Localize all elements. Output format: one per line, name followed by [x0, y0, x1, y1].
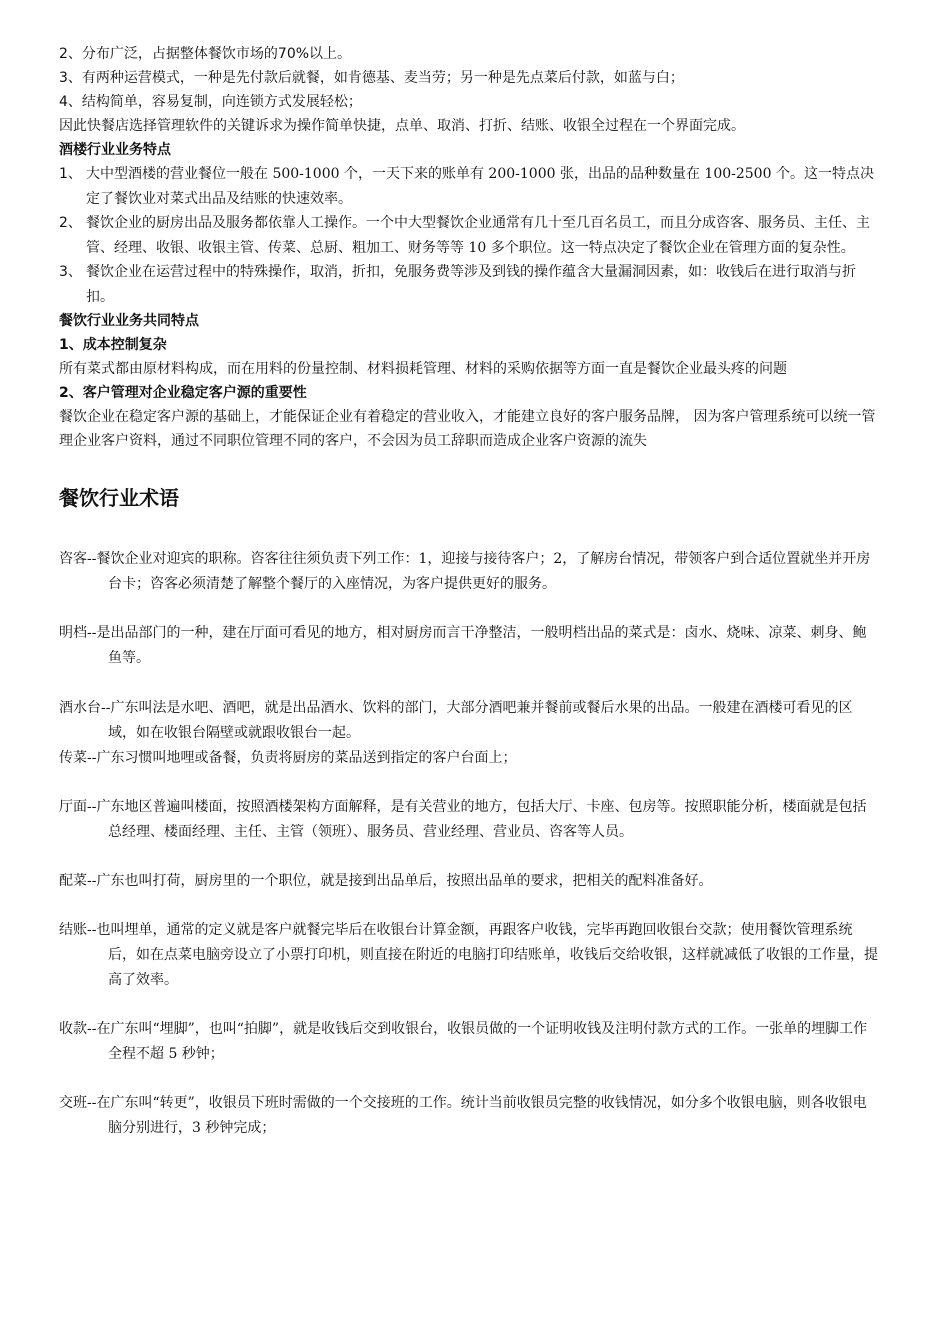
- intro-line-2: 2、分布广泛，占据整体餐饮市场的70%以上。: [59, 46, 352, 62]
- item-text: 大中型酒楼的营业餐位一般在 500-1000 个，一天下来的账单有 200-1000 张，出品的品种数量在 100-2500 个。这一特点决定了餐饮业对菜式出品及结账的快速效率。: [86, 166, 874, 207]
- intro-line-4: 4、结构简单，容易复制，向连锁方式发展轻松；: [59, 94, 362, 110]
- common-section-title: 餐饮行业业务共同特点: [59, 313, 199, 329]
- customer-management-text: 餐饮企业在稳定客户源的基础上，才能保证企业有着稳定的营业收入，才能建立良好的客户服务品牌， 因为客户管理系统可以统一管理企业客户资料，通过不同职位管理不同的客户，不会因为员工辞职而造成企业客户资源的流失: [59, 409, 876, 449]
- cost-control-title: 1、成本控制复杂: [59, 337, 167, 353]
- item-number: 1、: [59, 166, 82, 182]
- item-number: 3、: [59, 264, 82, 280]
- item-text: 餐饮企业在运营过程中的特殊操作，取消，折扣，免服务费等涉及到钱的操作蕴含大量漏洞因素，如：收钱后在进行取消与折扣。: [86, 264, 856, 305]
- term-zike: 咨客--餐饮企业对迎宾的职称。咨客往往须负责下列工作：1，迎接与接待客户；2，了解房台情况，带领客户到合适位置就坐并开房台卡；咨客必须清楚了解整个餐厅的入座情况，为客户提供更好的服务。: [59, 551, 871, 592]
- restaurant-item-1: [59, 162, 879, 211]
- item-text: 餐饮企业的厨房出品及服务都依靠人工操作。一个中大型餐饮企业通常有几十至几百名员工，而且分成咨客、服务员、主任、主管、经理、收银、收银主管、传菜、总厨、粗加工、财务等等 10 多个职位。这一特点决定了餐饮企业在管理方面的复杂性。: [86, 215, 870, 256]
- term-peicai: 配菜--广东也叫打荷，厨房里的一个职位，就是接到出品单后，按照出品单的要求，把相关的配料准备好。: [59, 873, 713, 889]
- restaurant-section-title: 酒楼行业业务特点: [59, 142, 171, 158]
- document-page: [59, 42, 879, 1141]
- term-jiushuitai: 酒水台--广东叫法是水吧、酒吧，就是出品酒水、饮料的部门，大部分酒吧兼并餐前或餐后水果的出品。一般建在酒楼可看见的区域，如在收银台隔壁或就跟收银台一起。: [59, 700, 853, 741]
- restaurant-item-2: [59, 211, 879, 260]
- terms-heading: 餐饮行业术语: [59, 486, 179, 510]
- restaurant-item-3: [59, 260, 879, 309]
- intro-line-3: 3、有两种运营模式，一种是先付款后就餐，如肯德基、麦当劳；另一种是先点菜后付款，如蓝与白；: [59, 70, 684, 86]
- item-number: 2、: [59, 215, 82, 231]
- term-tingmian: 厅面--广东地区普遍叫楼面，按照酒楼架构方面解释，是有关营业的地方，包括大厅、卡座、包房等。按照职能分析，楼面就是包括总经理、楼面经理、主任、主管（领班）、服务员、营业经理、营业员、咨客等人员。: [59, 799, 867, 840]
- term-shoukuan: 收款--在广东叫“埋脚”，也叫“拍脚”，就是收钱后交到收银台，收银员做的一个证明收钱及注明付款方式的工作。一张单的埋脚工作全程不超 5 秒钟；: [59, 1021, 868, 1062]
- term-jiaoban: 交班--在广东叫“转更”，收银员下班时需做的一个交接班的工作。统计当前收银员完整的收钱情况，如分多个收银电脑，则各收银电脑分别进行，3 秒钟完成；: [59, 1095, 867, 1136]
- term-chuancai: 传菜--广东习惯叫地哩或备餐，负责将厨房的菜品送到指定的客户台面上；: [59, 750, 517, 766]
- customer-management-title: 2、客户管理对企业稳定客户源的重要性: [59, 385, 307, 401]
- term-jiezhang: 结账--也叫埋单，通常的定义就是客户就餐完毕后在收银台计算金额，再跟客户收钱，完毕再跑回收银台交款；使用餐饮管理系统后，如在点菜电脑旁设立了小票打印机，则直接在附近的电脑打印结账单，收钱后交给收银，这样就减低了收银的工作量，提高了效率。: [59, 922, 878, 988]
- fastfood-conclusion: 因此快餐店选择管理软件的关键诉求为操作简单快捷，点单、取消、打折、结账、收银全过程在一个界面完成。: [59, 118, 745, 134]
- term-mingdang: 明档--是出品部门的一种，建在厅面可看见的地方，相对厨房而言干净整洁，一般明档出品的菜式是：卤水、烧味、凉菜、刺身、鲍鱼等。: [59, 625, 867, 666]
- cost-control-text: 所有菜式都由原材料构成，而在用料的份量控制、材料损耗管理、材料的采购依据等方面一直是餐饮企业最头疼的问题: [59, 361, 787, 377]
